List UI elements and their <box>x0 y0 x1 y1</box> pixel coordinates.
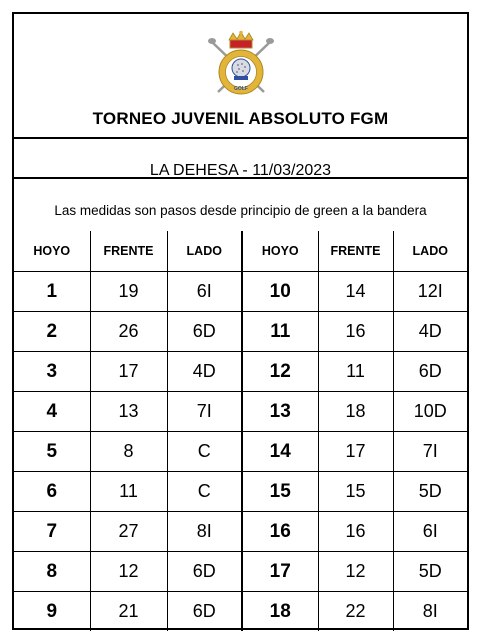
column-header-side: LADO <box>393 231 467 272</box>
front-distance-cell: 8 <box>90 432 167 472</box>
hole-number-cell: 18 <box>242 592 318 632</box>
hole-number-cell: 1 <box>14 272 90 312</box>
side-distance-cell: 10D <box>393 392 467 432</box>
front-distance-cell: 17 <box>318 432 393 472</box>
front-distance-cell: 14 <box>318 272 393 312</box>
hole-number-cell: 9 <box>14 592 90 632</box>
side-distance-cell: 12I <box>393 272 467 312</box>
pin-sheet <box>12 12 469 630</box>
hole-number-cell: 5 <box>14 432 90 472</box>
table-row <box>14 472 467 512</box>
hole-number-cell: 12 <box>242 352 318 392</box>
side-distance-cell: C <box>167 472 242 512</box>
front-distance-cell: 27 <box>90 512 167 552</box>
front-distance-cell: 15 <box>318 472 393 512</box>
hole-number-cell: 10 <box>242 272 318 312</box>
table-row <box>14 392 467 432</box>
side-distance-cell: 4D <box>393 312 467 352</box>
hole-number-cell: 8 <box>14 552 90 592</box>
front-distance-cell: 12 <box>318 552 393 592</box>
table-row <box>14 352 467 392</box>
hole-number-cell: 11 <box>242 312 318 352</box>
front-distance-cell: 22 <box>318 592 393 632</box>
front-distance-cell: 21 <box>90 592 167 632</box>
front-distance-cell: 18 <box>318 392 393 432</box>
column-header-side: LADO <box>167 231 242 272</box>
federation-logo <box>14 30 467 98</box>
hole-number-cell: 13 <box>242 392 318 432</box>
divider <box>14 177 467 179</box>
table-row <box>14 272 467 312</box>
column-header-front: FRENTE <box>318 231 393 272</box>
side-distance-cell: C <box>167 432 242 472</box>
side-distance-cell: 7I <box>393 432 467 472</box>
side-distance-cell: 6I <box>393 512 467 552</box>
hole-number-cell: 17 <box>242 552 318 592</box>
hole-number-cell: 3 <box>14 352 90 392</box>
hole-number-cell: 7 <box>14 512 90 552</box>
hole-number-cell: 2 <box>14 312 90 352</box>
side-distance-cell: 6D <box>167 592 242 632</box>
table-row <box>14 512 467 552</box>
golf-federation-crest-icon <box>206 30 276 98</box>
front-distance-cell: 19 <box>90 272 167 312</box>
page-title: TORNEO JUVENIL ABSOLUTO FGM <box>92 109 389 128</box>
side-distance-cell: 5D <box>393 552 467 592</box>
side-distance-cell: 8I <box>167 512 242 552</box>
side-distance-cell: 7I <box>167 392 242 432</box>
front-distance-cell: 16 <box>318 312 393 352</box>
front-distance-cell: 13 <box>90 392 167 432</box>
column-header-hole: HOYO <box>242 231 318 272</box>
side-distance-cell: 4D <box>167 352 242 392</box>
divider <box>14 137 467 139</box>
front-distance-cell: 12 <box>90 552 167 592</box>
hole-number-cell: 14 <box>242 432 318 472</box>
venue-date: LA DEHESA - 11/03/2023 <box>149 162 332 179</box>
side-distance-cell: 6I <box>167 272 242 312</box>
side-distance-cell: 6D <box>167 552 242 592</box>
side-distance-cell: 6D <box>167 312 242 352</box>
hole-number-cell: 15 <box>242 472 318 512</box>
table-header-row <box>14 231 467 272</box>
side-distance-cell: 5D <box>393 472 467 512</box>
front-distance-cell: 16 <box>318 512 393 552</box>
side-distance-cell: 8I <box>393 592 467 632</box>
column-header-hole: HOYO <box>14 231 90 272</box>
table-row <box>14 432 467 472</box>
hole-number-cell: 6 <box>14 472 90 512</box>
measurement-note: Las medidas son pasos desde principio de green a la bandera <box>54 203 427 218</box>
logo-golf-text: GOLF <box>233 86 248 92</box>
front-distance-cell: 11 <box>90 472 167 512</box>
front-distance-cell: 26 <box>90 312 167 352</box>
column-header-front: FRENTE <box>90 231 167 272</box>
hole-number-cell: 4 <box>14 392 90 432</box>
pin-positions-table <box>14 231 467 631</box>
table-row <box>14 592 467 632</box>
front-distance-cell: 11 <box>318 352 393 392</box>
hole-number-cell: 16 <box>242 512 318 552</box>
side-distance-cell: 6D <box>393 352 467 392</box>
table-row <box>14 552 467 592</box>
front-distance-cell: 17 <box>90 352 167 392</box>
table-row <box>14 312 467 352</box>
